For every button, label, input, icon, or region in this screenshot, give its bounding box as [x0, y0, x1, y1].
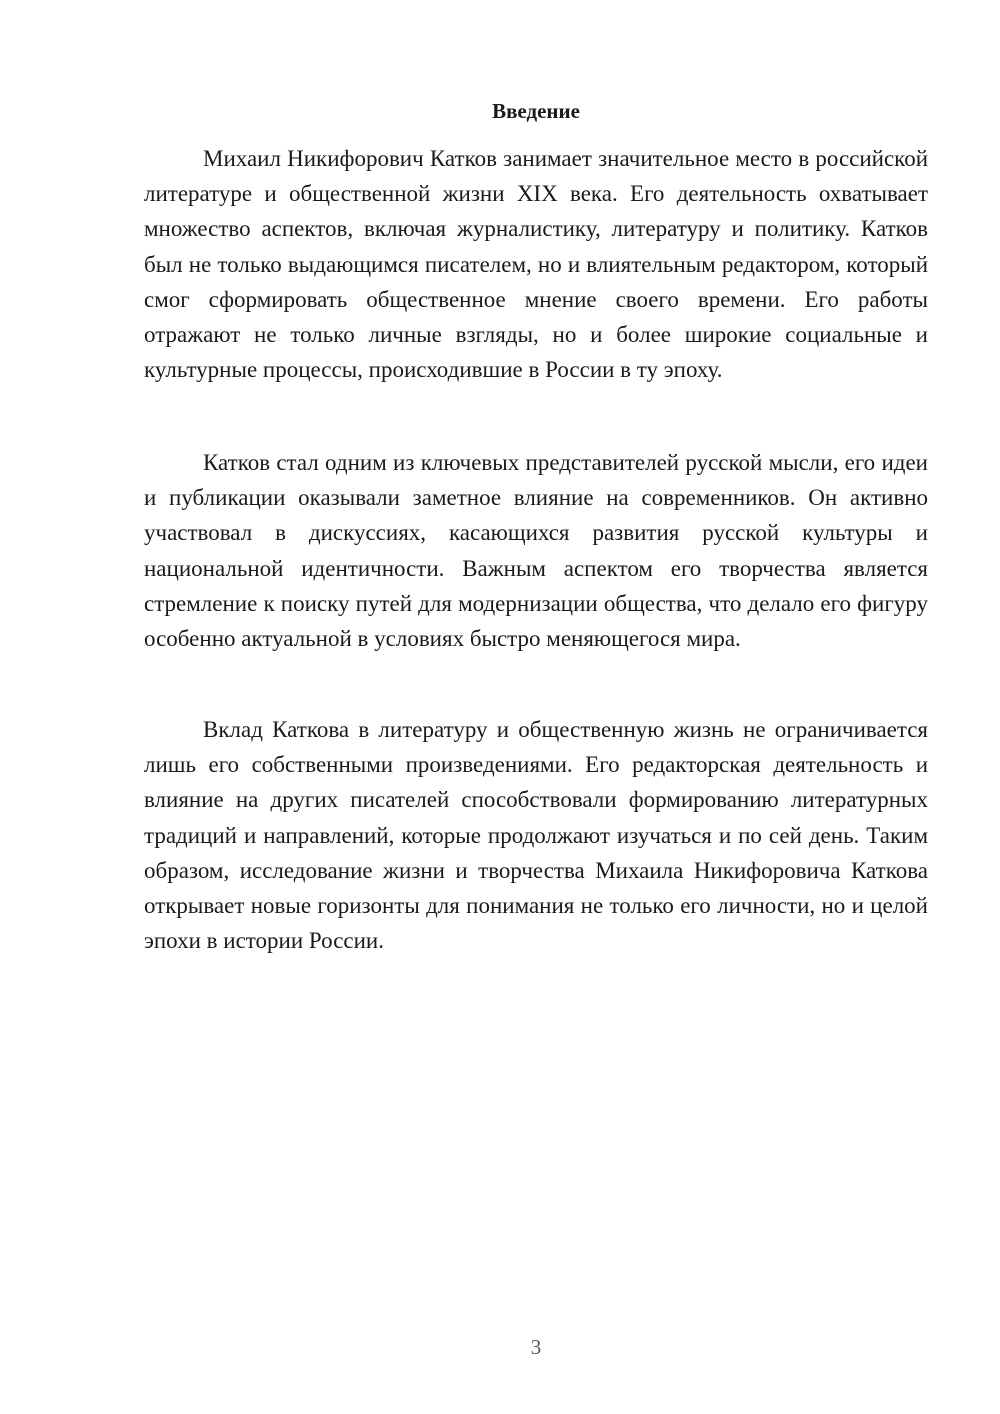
paragraph-2: Катков стал одним из ключевых представителей русской мысли, его идеи и публикации оказывали заметное влияние на современников. Он активно участвовал в дискуссиях, касающихся развития русской культуры и национальной идентичности. Важным аспектом его творчества является стремление к поиску путей для модернизации общества, что делало его фигуру особенно актуальной в условиях быстро меняющегося мира. — [144, 450, 928, 652]
section-heading: Введение — [492, 99, 580, 123]
paragraph-3: Вклад Каткова в литературу и общественную жизнь не ограничивается лишь его собственными произведениями. Его редакторская деятельность и влияние на других писателей способствовали формированию литературных традиций и направлений, которые продолжают изучаться и по сей день. Таким образом, исследование жизни и творчества Михаила Никифоровича Каткова открывает новые горизонты для понимания не только его личности, но и целой эпохи в истории России. — [144, 717, 928, 954]
page-number: 3 — [530, 1335, 542, 1359]
paragraph-1: Михаил Никифорович Катков занимает значительное место в российской литературе и общественной жизни XIX века. Его деятельность охватывает множество аспектов, включая журналистику, литературу и политику. Катков был не только выдающимся писателем, но и влиятельным редактором, который смог сформировать общественное мнение своего времени. Его работы отражают не только личные взгляды, но и более широкие социальные и культурные процессы, происходившие в России в ту эпоху. — [144, 146, 928, 383]
